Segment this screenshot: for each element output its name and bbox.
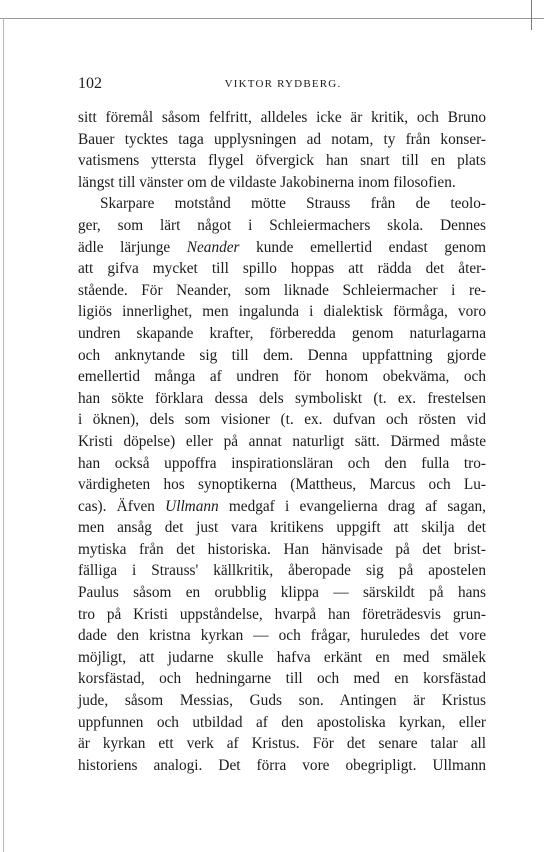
text-line-part: längst till vänster om de vildaste Jakobinerna inom filosofien. bbox=[78, 173, 456, 191]
text-line-part: mytiska från det historiska. Han hänvisade på det brist- bbox=[78, 540, 486, 558]
text-line bbox=[78, 172, 486, 194]
text-line bbox=[78, 258, 486, 280]
text-line-part: kunde emellertid endast genom bbox=[239, 238, 486, 256]
text-line-part: uppfunnen och utbildad af den apostoliska kyrkan, eller bbox=[78, 713, 486, 731]
text-line-part: emellertid många af undren för honom obekväma, och bbox=[78, 368, 486, 386]
text-line bbox=[78, 712, 486, 734]
text-line-part: korsfästad, och hedningarne till och med en korsfästad bbox=[78, 670, 486, 688]
text-line-part: fälliga i Strauss' källkritik, åberopade sig på apostelen bbox=[78, 562, 486, 580]
text-line bbox=[78, 301, 486, 323]
text-line-part: möjligt, att judarne skulle hafva erkänt en med smälek bbox=[78, 648, 486, 666]
scan-edge-top bbox=[0, 18, 544, 19]
text-line bbox=[78, 560, 486, 582]
text-line-part: värdigheten hos synoptikerna (Mattheus, Marcus och Lu- bbox=[78, 476, 486, 494]
italic-name: Ullmann bbox=[165, 497, 219, 515]
text-line-part: undren skapande krafter, förberedda genom naturlagarna bbox=[78, 324, 486, 342]
text-line-part: Paulus såsom en orubblig klippa — särskildt på hans bbox=[78, 584, 486, 602]
text-line-part: historiens analogi. Det förra vore obegripligt. Ullmann bbox=[78, 756, 486, 774]
text-line bbox=[78, 345, 486, 367]
text-line bbox=[78, 604, 486, 626]
scan-edge-left bbox=[3, 18, 4, 852]
text-line-part: ger, som lärt något i Schleiermachers skola. Dennes bbox=[78, 216, 486, 234]
text-line-part: dade den kristna kyrkan — och frågar, huruledes det vore bbox=[78, 627, 486, 645]
text-line bbox=[78, 517, 486, 539]
text-line bbox=[78, 237, 486, 259]
text-line bbox=[78, 129, 486, 151]
page-number: 102 bbox=[78, 75, 102, 92]
text-line-part: cas). Äfven bbox=[78, 497, 166, 515]
text-line-part: jude, såsom Messias, Guds son. Antingen är Kristus bbox=[78, 692, 486, 710]
text-line-part: Kristi döpelse) eller på annat naturligt sätt. Därmed måste bbox=[78, 432, 486, 450]
text-line-part: ädle lärjunge bbox=[78, 238, 187, 256]
text-line bbox=[78, 107, 486, 129]
text-line-part: medgaf i evangelierna drag af sagan, bbox=[218, 497, 487, 515]
text-line bbox=[78, 539, 486, 561]
scan-edge-right bbox=[531, 0, 532, 30]
text-line-part: i öknen), dels som visioner (t. ex. dufvan och rösten vid bbox=[78, 411, 486, 429]
text-line-part: är kyrkan ett verk af Kristus. För det senare talar all bbox=[78, 735, 486, 753]
text-line-part: Skarpare motstånd mötte Strauss från de teolo- bbox=[100, 195, 486, 213]
text-line bbox=[78, 755, 486, 777]
text-line bbox=[78, 690, 486, 712]
text-line bbox=[78, 193, 486, 215]
text-line-part: Bauer tycktes taga upplysningen ad notam, ty från konser- bbox=[78, 130, 486, 148]
text-line bbox=[78, 215, 486, 237]
text-line-part: men ansåg det just vara kritikens uppgift att skilja det bbox=[78, 519, 486, 537]
text-line bbox=[78, 280, 486, 302]
text-line-part: han sökte förklara dessa dels symboliskt (t. ex. frestelsen bbox=[78, 389, 486, 407]
text-line-part: vatismens yttersta flygel öfvergick han snart till en plats bbox=[78, 152, 486, 170]
italic-name: Neander bbox=[186, 238, 240, 256]
text-line bbox=[78, 733, 486, 755]
text-line bbox=[78, 474, 486, 496]
text-line bbox=[78, 668, 486, 690]
text-line-part: ligiös innerlighet, men ingalunda i dialektisk förmåga, voro bbox=[78, 303, 486, 321]
running-head bbox=[78, 75, 488, 95]
text-line-part: och anknytande sig till dem. Denna uppfattning gjorde bbox=[78, 346, 486, 364]
text-line bbox=[78, 625, 486, 647]
text-line bbox=[78, 366, 486, 388]
text-line bbox=[78, 496, 486, 518]
text-line-part: sitt föremål såsom felfritt, alldeles icke är kritik, och Bruno bbox=[78, 109, 486, 126]
text-line-part: han också uppoffra inspirationsläran och den fulla tro- bbox=[78, 454, 486, 472]
text-line bbox=[78, 388, 486, 410]
text-line bbox=[78, 582, 486, 604]
text-line bbox=[78, 431, 486, 453]
text-line bbox=[78, 409, 486, 431]
text-line-part: att gifva mycket till spillo hoppas att rädda det åter- bbox=[78, 260, 486, 278]
text-line bbox=[78, 647, 486, 669]
text-line bbox=[78, 323, 486, 345]
text-line-part: stående. För Neander, som liknade Schleiermacher i re- bbox=[78, 281, 486, 299]
running-title: VIKTOR RYDBERG. bbox=[224, 78, 342, 90]
body-text bbox=[78, 107, 486, 776]
text-line bbox=[78, 453, 486, 475]
text-line bbox=[78, 150, 486, 172]
text-line-part: tro på Kristi uppståndelse, hvarpå han företrädesvis grun- bbox=[78, 605, 486, 623]
